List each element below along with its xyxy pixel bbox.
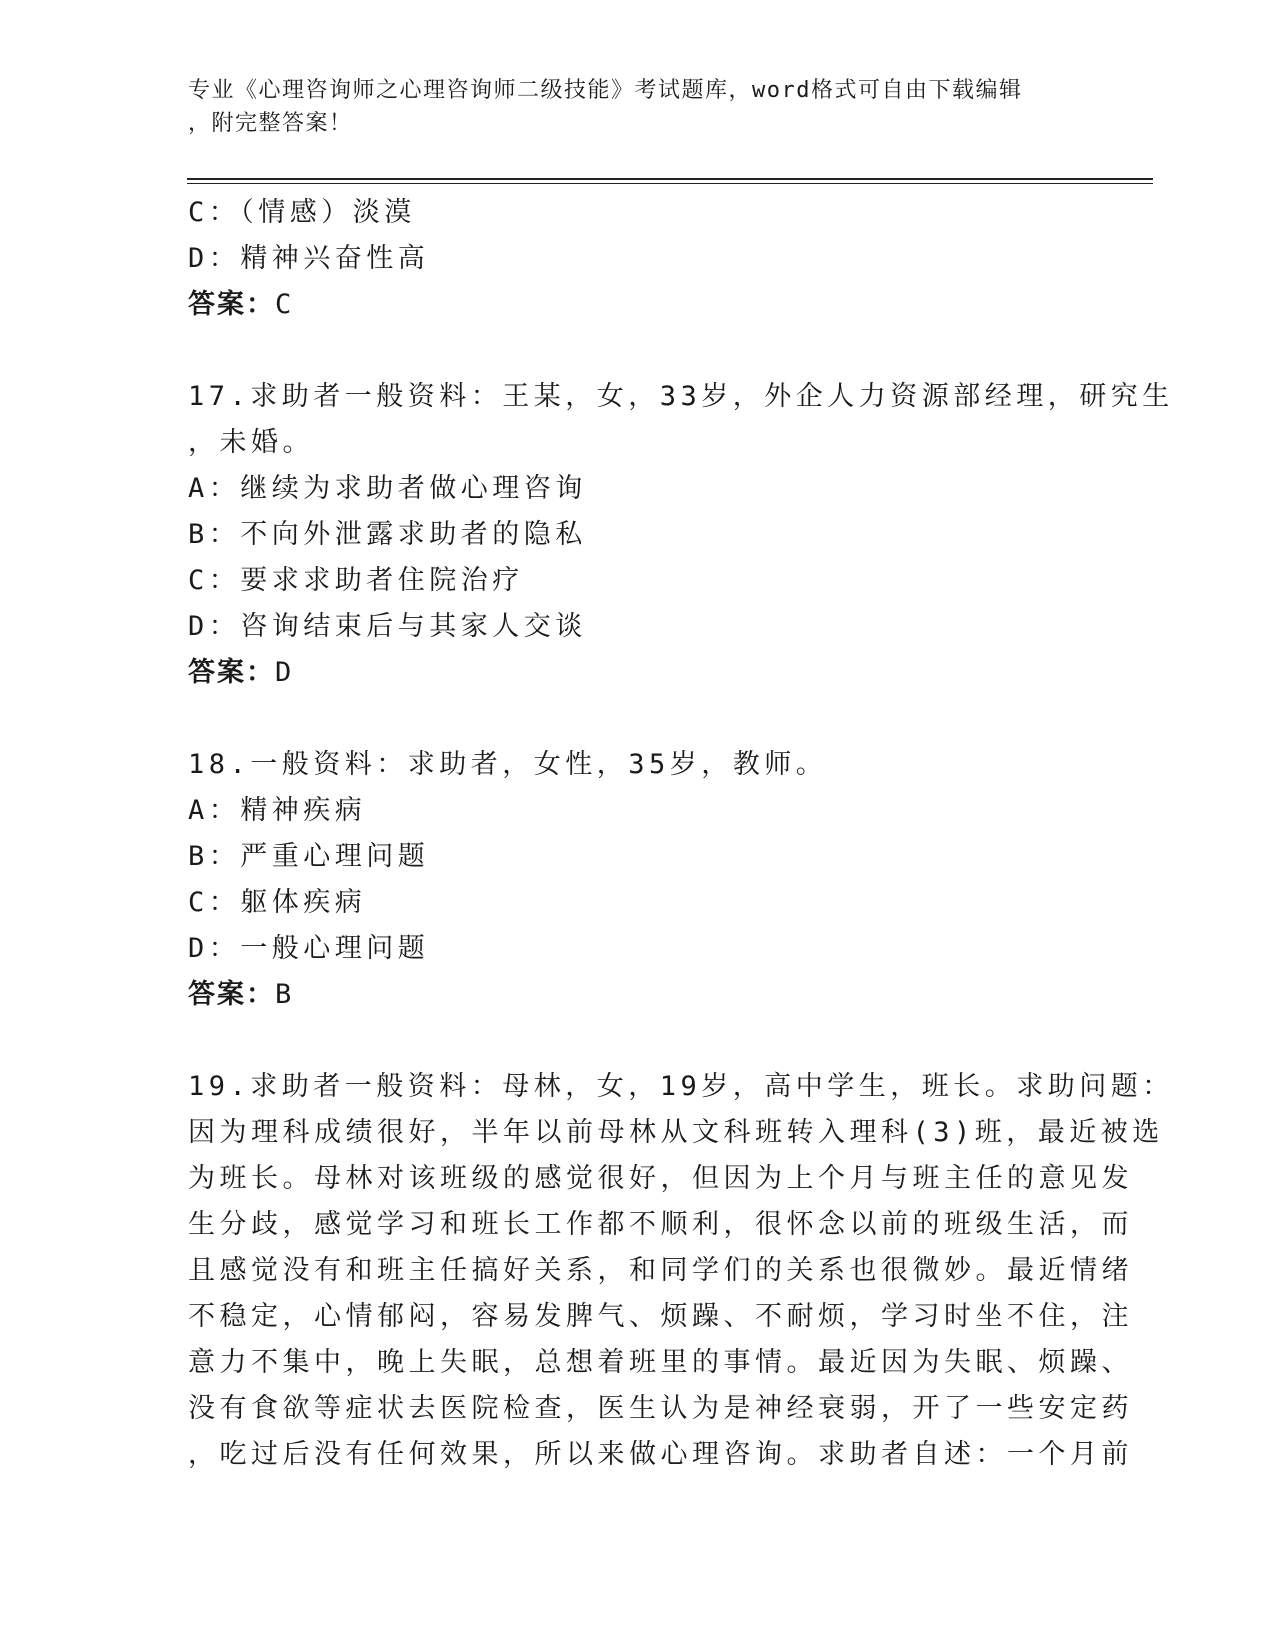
- answer-value: D: [275, 657, 294, 688]
- answer-value: B: [275, 979, 294, 1010]
- question-stem-line: 生分歧，感觉学习和班长工作都不顺利，很怀念以前的班级生活，而: [188, 1209, 1133, 1240]
- option-d: D：咨询结束后与其家人交谈: [188, 611, 587, 642]
- answer-value: C: [275, 289, 294, 320]
- spacer: [188, 1018, 1088, 1064]
- question-17: [188, 374, 1174, 696]
- option-c: C：躯体疾病: [188, 887, 367, 918]
- header-divider-thin: [187, 183, 1153, 184]
- option-a: A：精神疾病: [188, 795, 367, 826]
- option-b: B：严重心理问题: [188, 841, 430, 872]
- option-d: D：精神兴奋性高: [188, 243, 430, 274]
- question-stem-line: 为班长。母林对该班级的感觉很好，但因为上个月与班主任的意见发: [188, 1163, 1133, 1194]
- question-18: [188, 742, 1088, 1018]
- question-stem-line: 17.求助者一般资料：王某，女，33岁，外企人力资源部经理，研究生: [188, 381, 1174, 412]
- option-c: C：要求求助者住院治疗: [188, 565, 524, 596]
- question-stem-line: 不稳定，心情郁闷，容易发脾气、烦躁、不耐烦，学习时坐不住，注: [188, 1301, 1133, 1332]
- header-divider-thick: [187, 178, 1153, 180]
- question-stem-line: 因为理科成绩很好，半年以前母林从文科班转入理科(3)班，最近被选: [188, 1117, 1164, 1148]
- question-stem-line: 且感觉没有和班主任搞好关系，和同学们的关系也很微妙。最近情绪: [188, 1255, 1133, 1286]
- header-line-1: 专业《心理咨询师之心理咨询师二级技能》考试题库，word格式可自由下载编辑: [188, 78, 1023, 103]
- question-stem-line: 没有食欲等症状去医院检查，医生认为是神经衰弱，开了一些安定药: [188, 1393, 1133, 1424]
- document-header: [188, 74, 1088, 140]
- option-d: D：一般心理问题: [188, 933, 430, 964]
- spacer: [188, 696, 1088, 742]
- question-stem-line: 意力不集中，晚上失眠，总想着班里的事情。最近因为失眠、烦躁、: [188, 1347, 1133, 1378]
- question-stem-line: ，未婚。: [188, 427, 314, 458]
- answer-label: 答案：: [188, 289, 275, 320]
- question-16-tail: [188, 190, 1088, 328]
- answer-line: [188, 650, 1088, 696]
- question-19: [188, 1064, 1174, 1478]
- question-stem-line: ，吃过后没有任何效果，所以来做心理咨询。求助者自述：一个月前: [188, 1439, 1133, 1470]
- question-stem-line: 18.一般资料：求助者，女性，35岁，教师。: [188, 749, 828, 780]
- answer-line: [188, 282, 1088, 328]
- question-stem-line: 19.求助者一般资料：母林，女，19岁，高中学生，班长。求助问题：: [188, 1071, 1174, 1102]
- spacer: [188, 328, 1088, 374]
- answer-label: 答案：: [188, 979, 275, 1010]
- option-b: B：不向外泄露求助者的隐私: [188, 519, 587, 550]
- option-c: C：（情感）淡漠: [188, 197, 416, 228]
- header-line-2: ，附完整答案！: [188, 111, 353, 136]
- answer-label: 答案：: [188, 657, 275, 688]
- document-body: [188, 190, 1174, 1478]
- option-a: A：继续为求助者做心理咨询: [188, 473, 587, 504]
- answer-line: [188, 972, 1088, 1018]
